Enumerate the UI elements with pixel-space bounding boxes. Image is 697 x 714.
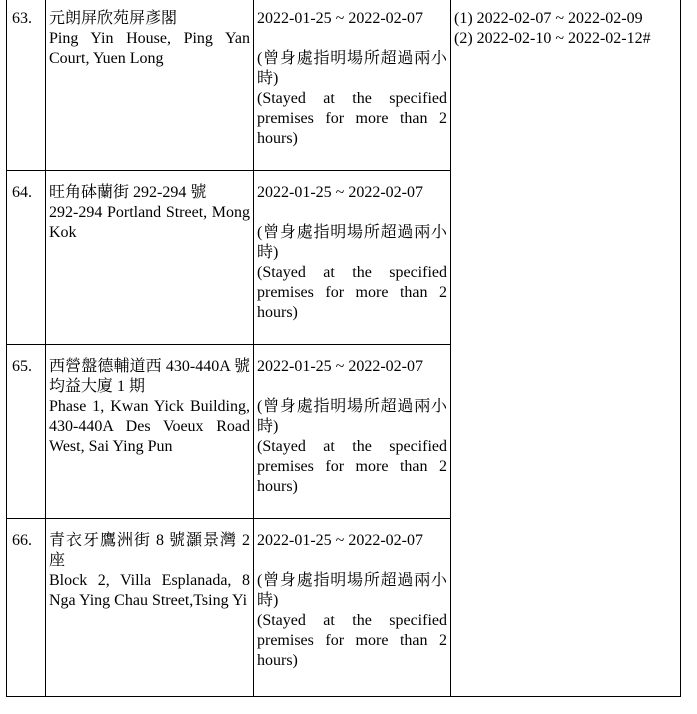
premises-table bbox=[6, 0, 681, 697]
stay-note-zh: (曾身處指明場所超過兩小時) bbox=[257, 50, 447, 87]
row-number: 66. bbox=[12, 532, 32, 549]
venue-name-zh: 青衣牙鷹洲街 8 號灝景灣 2 座 bbox=[49, 532, 250, 569]
stay-note-en: (Stayed at the specified premises for more than 2 hours) bbox=[257, 438, 447, 495]
venue-name-zh: 元朗屏欣苑屏彥閣 bbox=[49, 10, 178, 27]
date-cell bbox=[254, 0, 451, 171]
venue-name-zh: 西營盤德輔道西 430-440A 號均益大廈 1 期 bbox=[49, 358, 250, 395]
row-number: 63. bbox=[12, 10, 32, 27]
venue-name-en: Phase 1, Kwan Yick Building, 430-440A Des Voeux Road West, Sai Ying Pun bbox=[49, 398, 250, 455]
venue-cell bbox=[46, 345, 254, 519]
row-number: 64. bbox=[12, 184, 32, 201]
date-range: 2022-01-25 ~ 2022-02-07 bbox=[257, 532, 423, 549]
date-cell bbox=[254, 519, 451, 697]
row-number-cell bbox=[7, 0, 46, 171]
row-number-cell bbox=[7, 345, 46, 519]
venue-name-en: 292-294 Portland Street, Mong Kok bbox=[49, 204, 250, 241]
date-range: 2022-01-25 ~ 2022-02-07 bbox=[257, 184, 423, 201]
date-range: 2022-01-25 ~ 2022-02-07 bbox=[257, 10, 423, 27]
row-number-cell bbox=[7, 171, 46, 345]
venue-name-zh: 旺角砵蘭街 292-294 號 bbox=[49, 184, 207, 201]
stay-note-zh: (曾身處指明場所超過兩小時) bbox=[257, 224, 447, 261]
stay-note-zh: (曾身處指明場所超過兩小時) bbox=[257, 572, 447, 609]
venue-name-en: Block 2, Villa Esplanada, 8 Nga Ying Chau Street,Tsing Yi bbox=[49, 572, 250, 609]
date-range: 2022-01-25 ~ 2022-02-07 bbox=[257, 358, 423, 375]
specified-date-1: (1) 2022-02-07 ~ 2022-02-09 bbox=[454, 10, 643, 27]
specified-dates-cell bbox=[451, 0, 681, 697]
table-row bbox=[7, 0, 681, 171]
venue-cell bbox=[46, 0, 254, 171]
date-cell bbox=[254, 345, 451, 519]
row-number-cell bbox=[7, 519, 46, 697]
venue-cell bbox=[46, 519, 254, 697]
stay-note-en: (Stayed at the specified premises for more than 2 hours) bbox=[257, 90, 447, 147]
row-number: 65. bbox=[12, 358, 32, 375]
stay-note-en: (Stayed at the specified premises for more than 2 hours) bbox=[257, 612, 447, 669]
venue-name-en: Ping Yin House, Ping Yan Court, Yuen Long bbox=[49, 30, 250, 67]
venue-cell bbox=[46, 171, 254, 345]
stay-note-en: (Stayed at the specified premises for more than 2 hours) bbox=[257, 264, 447, 321]
stay-note-zh: (曾身處指明場所超過兩小時) bbox=[257, 398, 447, 435]
date-cell bbox=[254, 171, 451, 345]
specified-date-2: (2) 2022-02-10 ~ 2022-02-12# bbox=[454, 30, 651, 47]
